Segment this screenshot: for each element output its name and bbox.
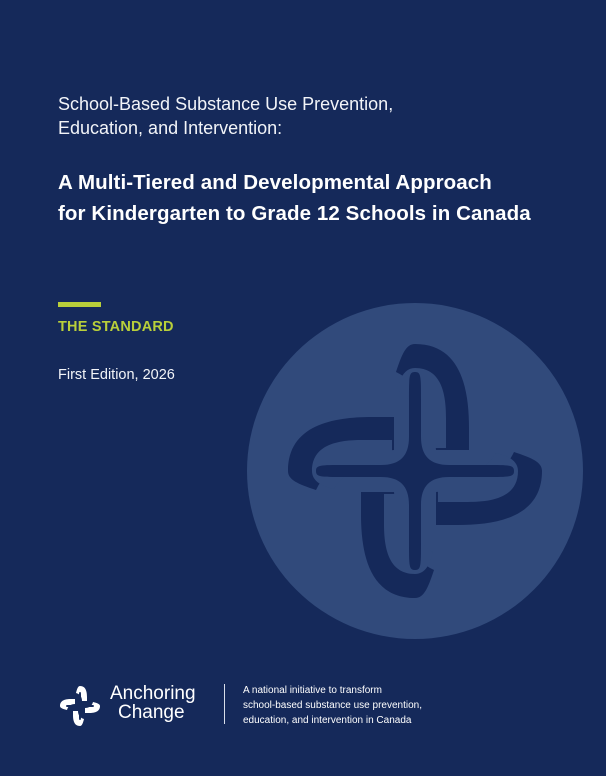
report-subtitle bbox=[58, 92, 528, 140]
tagline-line-1: A national initiative to transform bbox=[243, 685, 382, 696]
edition-text: First Edition, 2026 bbox=[58, 367, 175, 383]
standard-label: THE STANDARD bbox=[58, 319, 174, 335]
anchoring-change-emblem-icon bbox=[246, 302, 584, 640]
footer-divider bbox=[224, 684, 225, 724]
report-title-line-2: for Kindergarten to Grade 12 Schools in Canada bbox=[58, 202, 531, 225]
report-subtitle-line-1: School-Based Substance Use Prevention, bbox=[58, 94, 394, 114]
brand-name-line-1: Anchoring bbox=[110, 683, 196, 704]
initiative-tagline bbox=[243, 683, 473, 728]
report-title-line-1: A Multi-Tiered and Developmental Approach bbox=[58, 171, 492, 194]
accent-bar bbox=[58, 302, 101, 307]
brand-name-line-2: Change bbox=[118, 702, 185, 723]
brand-name bbox=[110, 684, 220, 722]
report-subtitle-line-2: Education, and Intervention: bbox=[58, 118, 283, 138]
report-title bbox=[58, 167, 578, 229]
anchoring-change-logo-icon bbox=[58, 684, 102, 728]
tagline-line-3: education, and intervention in Canada bbox=[243, 715, 412, 726]
tagline-line-2: school-based substance use prevention, bbox=[243, 700, 423, 711]
